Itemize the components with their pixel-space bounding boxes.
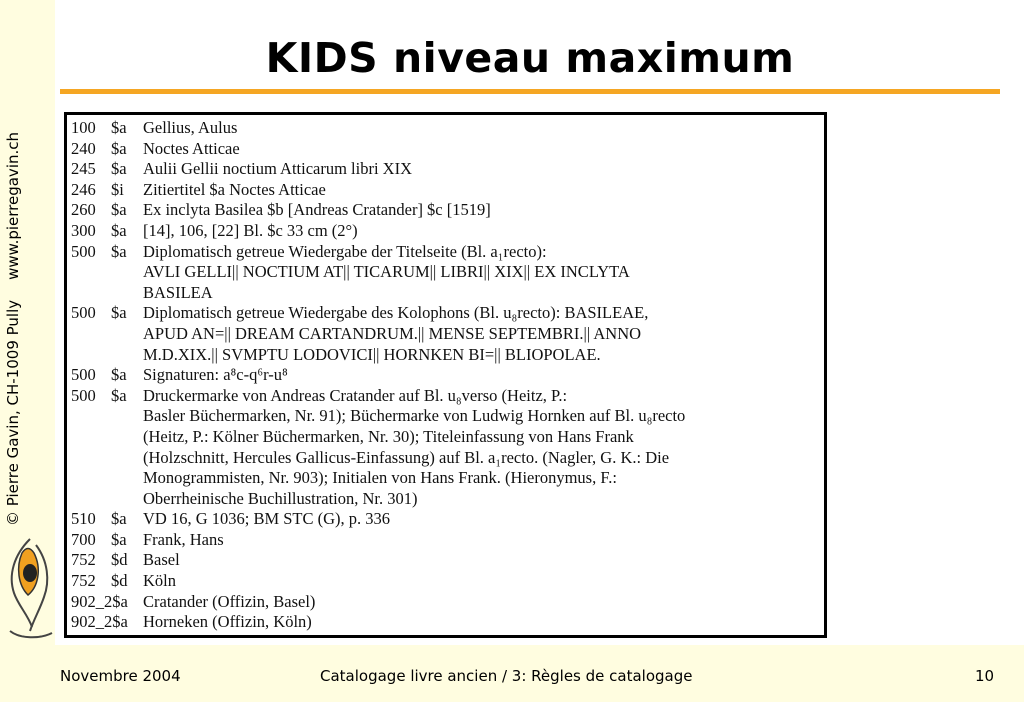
record-line: Noctes Atticae bbox=[143, 138, 240, 158]
record-line: Monogrammisten, Nr. 903); Initialen von Hans Frank. (Hieronymus, F.: bbox=[143, 468, 617, 488]
author-logo bbox=[0, 535, 62, 645]
record-subfield: $d bbox=[111, 571, 128, 591]
website-link[interactable]: www.pierregavin.ch bbox=[4, 131, 22, 280]
record-line: Horneken (Offizin, Köln) bbox=[143, 612, 312, 632]
record-row bbox=[71, 550, 820, 571]
record-tag: 500 bbox=[71, 385, 96, 405]
record-tag: 902_2$a bbox=[71, 591, 128, 611]
record-content bbox=[143, 365, 820, 386]
record-line: Ex inclyta Basilea $b [Andreas Cratander] $c [1519] bbox=[143, 200, 491, 220]
record-line: Zitiertitel $a Noctes Atticae bbox=[143, 179, 326, 199]
record-content bbox=[143, 386, 820, 510]
record-tag: 510 bbox=[71, 509, 96, 529]
record-row bbox=[71, 200, 820, 221]
record-content bbox=[143, 612, 820, 633]
record-row bbox=[71, 386, 820, 510]
record-content bbox=[143, 159, 820, 180]
record-row bbox=[71, 159, 820, 180]
record-row bbox=[71, 571, 820, 592]
record-line: Cratander (Offizin, Basel) bbox=[143, 591, 316, 611]
record-subfield: $a bbox=[111, 509, 127, 529]
record-tag: 500 bbox=[71, 303, 96, 323]
record-tag: 500 bbox=[71, 241, 96, 261]
record-tag: 700 bbox=[71, 529, 96, 549]
record-content bbox=[143, 530, 820, 551]
record-line: Oberrheinische Buchillustration, Nr. 301) bbox=[143, 488, 418, 508]
catalog-record-box bbox=[64, 112, 827, 638]
record-tag: 245 bbox=[71, 159, 96, 179]
record-line: (Heitz, P.: Kölner Büchermarken, Nr. 30); Titeleinfassung von Hans Frank bbox=[143, 426, 634, 446]
record-tag: 752 bbox=[71, 571, 96, 591]
record-row bbox=[71, 139, 820, 160]
record-tag: 100 bbox=[71, 118, 96, 137]
record-subfield: $a bbox=[111, 220, 127, 240]
record-subfield: $a bbox=[111, 529, 127, 549]
record-line: Frank, Hans bbox=[143, 529, 224, 549]
record-line: Diplomatisch getreue Wiedergabe der Titelseite (Bl. a₁recto): bbox=[143, 241, 547, 261]
record-line: Diplomatisch getreue Wiedergabe des Kolophons (Bl. u₈recto): BASILEAE, bbox=[143, 303, 649, 323]
record-content bbox=[143, 571, 820, 592]
record-row bbox=[71, 180, 820, 201]
record-row bbox=[71, 592, 820, 613]
record-line: BASILEA bbox=[143, 282, 213, 302]
record-row bbox=[71, 118, 820, 139]
record-content bbox=[143, 139, 820, 160]
record-subfield: $d bbox=[111, 550, 128, 570]
record-line: (Holzschnitt, Hercules Gallicus-Einfassung) auf Bl. a₁recto. (Nagler, G. K.: Die bbox=[143, 447, 670, 467]
record-tag: 300 bbox=[71, 220, 96, 240]
record-tag: 500 bbox=[71, 365, 96, 385]
record-row bbox=[71, 303, 820, 365]
record-content bbox=[143, 592, 820, 613]
record-content bbox=[143, 118, 820, 139]
record-subfield: $a bbox=[111, 303, 127, 323]
record-subfield: $a bbox=[111, 138, 127, 158]
record-line: Aulii Gellii noctium Atticarum libri XIX bbox=[143, 159, 413, 179]
record-tag: 260 bbox=[71, 200, 96, 220]
sidebar-credit bbox=[4, 26, 22, 526]
record-content bbox=[143, 200, 820, 221]
record-subfield: $i bbox=[111, 179, 124, 199]
record-row bbox=[71, 221, 820, 242]
record-tag: 246 bbox=[71, 179, 96, 199]
record-line: Basler Büchermarken, Nr. 91); Büchermarke von Ludwig Hornken auf Bl. u₈recto bbox=[143, 406, 686, 426]
record-line: Gellius, Aulus bbox=[143, 118, 238, 137]
record-line: [14], 106, [22] Bl. $c 33 cm (2°) bbox=[143, 220, 358, 240]
record-row bbox=[71, 509, 820, 530]
record-subfield: $a bbox=[111, 118, 127, 137]
copyright-text: © Pierre Gavin, CH-1009 Pully bbox=[4, 299, 22, 526]
record-line: Köln bbox=[143, 571, 176, 591]
record-tag: 240 bbox=[71, 138, 96, 158]
record-line: VD 16, G 1036; BM STC (G), p. 336 bbox=[143, 509, 391, 529]
record-subfield: $a bbox=[111, 365, 127, 385]
catalog-record-list bbox=[71, 118, 820, 633]
record-line: APUD AN=|| DREAM CARTANDRUM.|| MENSE SEPTEMBRI.|| ANNO bbox=[143, 323, 642, 343]
record-content bbox=[143, 303, 820, 365]
record-content bbox=[143, 180, 820, 201]
slide-title: KIDS niveau maximum bbox=[265, 34, 795, 82]
record-subfield: $a bbox=[111, 241, 127, 261]
record-content bbox=[143, 550, 820, 571]
record-row bbox=[71, 530, 820, 551]
record-line: Basel bbox=[143, 550, 180, 570]
record-row bbox=[71, 612, 820, 633]
record-content bbox=[143, 509, 820, 530]
record-tag: 902_2$a bbox=[71, 612, 128, 632]
record-line: Druckermarke von Andreas Cratander auf Bl. u₈verso (Heitz, P.: bbox=[143, 385, 568, 405]
title-underline bbox=[60, 89, 1000, 94]
record-content bbox=[143, 242, 820, 304]
footer-course-title: Catalogage livre ancien / 3: Règles de catalogage bbox=[320, 667, 693, 685]
footer-date: Novembre 2004 bbox=[60, 667, 181, 685]
record-row bbox=[71, 365, 820, 386]
record-content bbox=[143, 221, 820, 242]
record-line: Signaturen: a⁸c-q⁶r-u⁸ bbox=[143, 365, 288, 385]
record-row bbox=[71, 242, 820, 304]
record-tag: 752 bbox=[71, 550, 96, 570]
footer-page-number: 10 bbox=[975, 667, 995, 685]
record-subfield: $a bbox=[111, 385, 127, 405]
record-subfield: $a bbox=[111, 159, 127, 179]
record-line: M.D.XIX.|| SVMPTU LODOVICI|| HORNKEN BI=|| BLIOPOLAE. bbox=[143, 344, 601, 364]
record-line: AVLI GELLI|| NOCTIUM AT|| TICARUM|| LIBRI|| XIX|| EX INCLYTA bbox=[143, 262, 630, 282]
record-subfield: $a bbox=[111, 200, 127, 220]
